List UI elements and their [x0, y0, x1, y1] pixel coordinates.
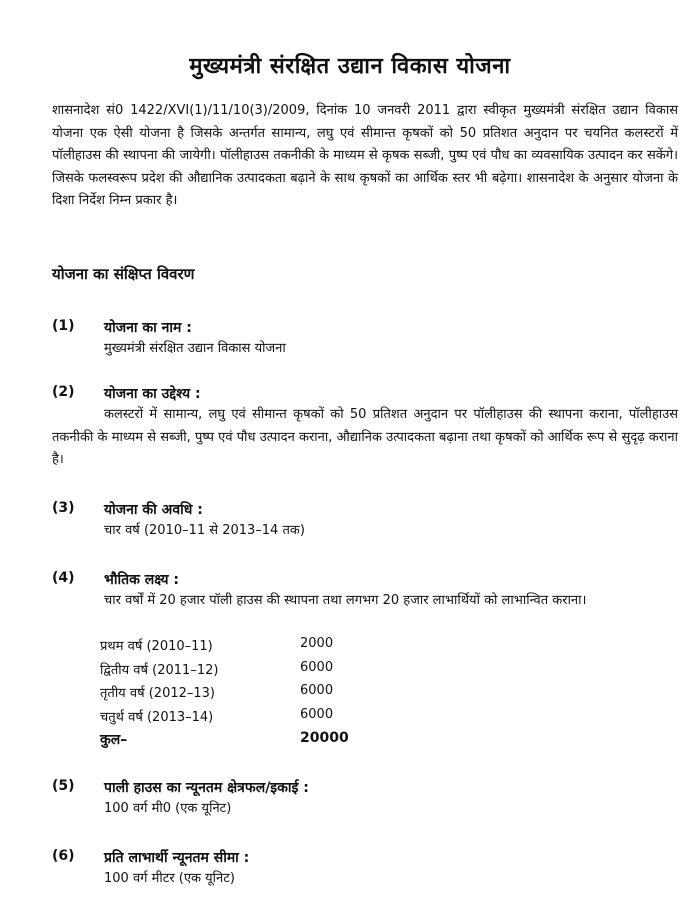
- section-number: (2): [52, 384, 75, 400]
- summary-heading: योजना का संक्षिप्त विवरण: [52, 265, 195, 283]
- section-heading: योजना का नाम :: [104, 320, 192, 336]
- section-text: 100 वर्ग मी0 (एक यूनिट): [104, 801, 232, 816]
- intro-paragraph: शासनादेश सं0 1422/XVI(1)/11/10(3)/2009, दिनांक 10 जनवरी 2011 द्वारा स्वीकृत मुख्यमंत्री संरक्षित उद्यान विकास योजना एक ऐसी योजना है जिसके अन्तर्गत सामान्य, लघु एवं सीमान्त कृषकों को 50 प्रतिशत अनुदान पर चयनित कलस्टरों में पॉलीहाउस की स्थापना की जायेगी। पॉलीहाउस तकनीकी के माध्यम से कृषक सब्जी, पुष्प एवं पौध का व्यवसायिक उत्पादन कर सकेंगे। जिसके फलस्वरूप प्रदेश की औद्यानिक उत्पादकता बढ़ाने के साथ कृषकों का आर्थिक स्तर भी बढ़ेगा। शासनादेश के अनुसार योजना के दिशा निर्देश निम्न प्रकार है।: [52, 103, 678, 209]
- section-number: (1): [52, 318, 75, 334]
- section-text: मुख्यमंत्री संरक्षित उद्यान विकास योजना: [104, 341, 286, 356]
- section-4: [52, 570, 678, 613]
- target-year: चतुर्थ वर्ष (2013–14): [100, 709, 214, 725]
- section-text: चार वर्षों में 20 हजार पॉली हाउस की स्थापना तथा लगभग 20 हजार लाभार्थियों को लाभान्वित कराना।: [104, 593, 587, 608]
- section-heading: योजना की अवधि :: [104, 502, 203, 518]
- target-year: तृतीय वर्ष (2012–13): [100, 686, 216, 702]
- section-number: (3): [52, 500, 75, 516]
- section-6: [52, 848, 678, 891]
- target-value: 6000: [300, 706, 334, 722]
- section-number: (5): [52, 778, 75, 794]
- section-text: 100 वर्ग मीटर (एक यूनिट): [104, 871, 235, 886]
- section-text: चार वर्ष (2010–11 से 2013–14 तक): [104, 523, 305, 538]
- target-total-value: 20000: [300, 730, 349, 747]
- section-heading: भौतिक लक्ष्य :: [104, 572, 180, 588]
- target-value: 6000: [300, 659, 334, 675]
- target-total-label: कुल–: [100, 732, 128, 749]
- section-2: [52, 384, 678, 472]
- section-number: (4): [52, 570, 75, 586]
- target-value: 2000: [300, 636, 334, 651]
- target-value: 6000: [300, 683, 334, 699]
- section-number: (6): [52, 848, 75, 864]
- target-year: प्रथम वर्ष (2010–11): [100, 639, 213, 654]
- section-heading: योजना का उद्देश्य :: [104, 386, 201, 402]
- section-text: कलस्टरों में सामान्य, लघु एवं सीमान्त कृषकों को 50 प्रतिशत अनुदान पर पॉलीहाउस की स्थापना कराना, पॉलीहाउस तकनीकी के माध्यम से सब्जी, पुष्प एवं पौध उत्पादन कराना, औद्यानिक उत्पादकता बढ़ाना तथा कृषकों को आर्थिक रूप से सुदृढ़ कराना है।: [52, 407, 678, 468]
- target-year: द्वितीय वर्ष (2011–12): [100, 662, 219, 678]
- section-5: [52, 778, 678, 821]
- section-heading: पाली हाउस का न्यूनतम क्षेत्रफल/इकाई :: [104, 780, 309, 796]
- section-1: [52, 318, 678, 361]
- section-3: [52, 500, 678, 543]
- document-title: मुख्यमंत्री संरक्षित उद्यान विकास योजना: [189, 54, 511, 79]
- section-heading: प्रति लाभार्थी न्यूनतम सीमा :: [104, 850, 250, 866]
